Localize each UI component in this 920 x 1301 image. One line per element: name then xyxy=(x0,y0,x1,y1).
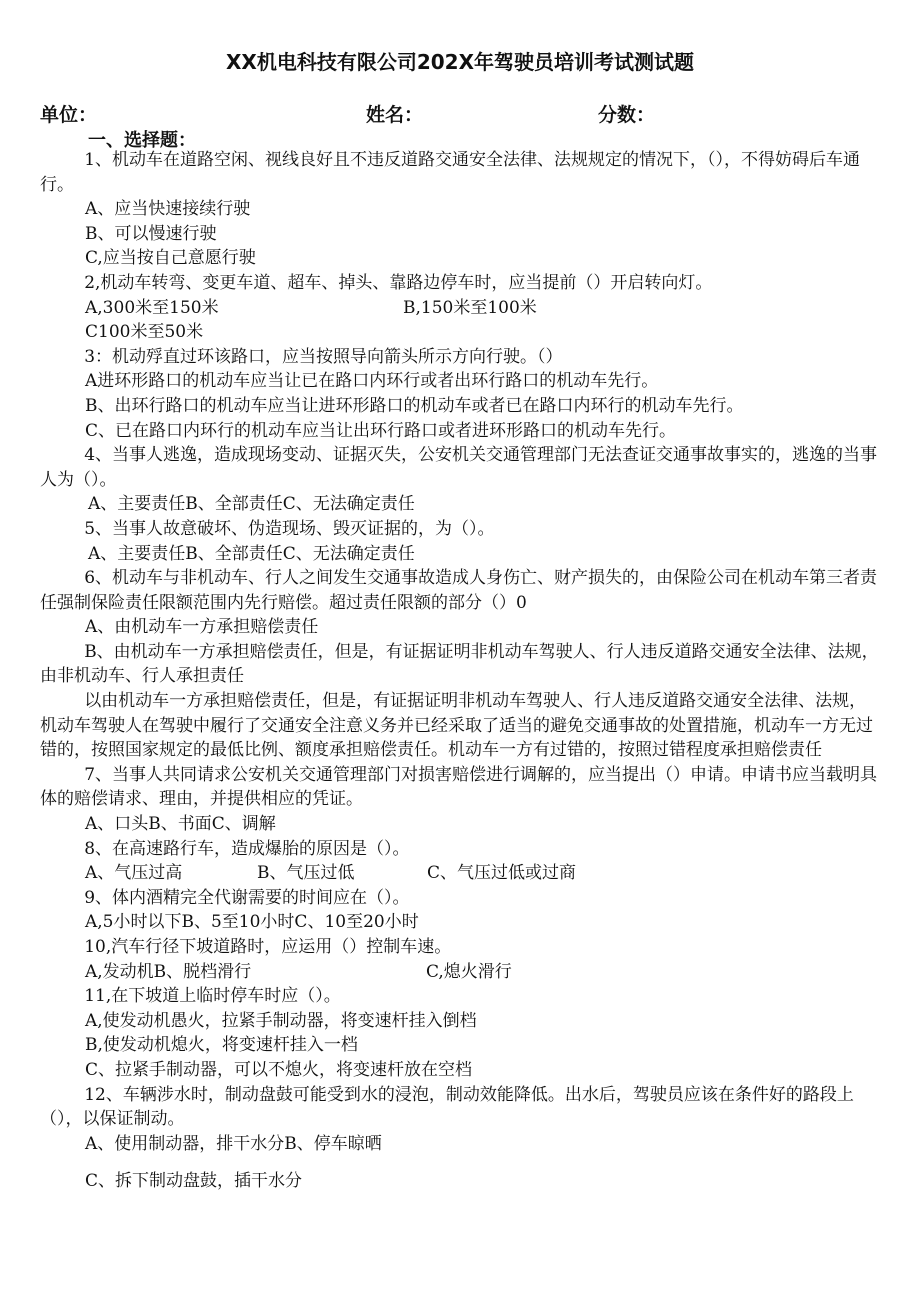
q9-options: A,5小时以下B、5至10小时C、10至20小时 xyxy=(85,912,419,933)
q2-option-a: A,300米至150米 xyxy=(85,297,219,318)
q1-option-a: A、应当快速接续行驶 xyxy=(85,199,251,220)
q11-option-b: B,使发动机熄火，将变速杆挂入一档 xyxy=(85,1035,358,1056)
q7-options: A、口头B、书面C、调解 xyxy=(85,814,276,835)
question-9: 9、体内酒精完全代谢需要的时间应在（）。 xyxy=(84,887,410,908)
q12-option-ab: A、使用制动器，排干水分B、停车晾晒 xyxy=(85,1133,382,1154)
question-12: 12、车辆涉水时，制动盘鼓可能受到水的浸泡，制动效能降低。出水后，驾驶员应该在条件好的路段上（），以保证制动。 xyxy=(40,1084,854,1130)
q8-option-c: C、气压过低或过商 xyxy=(427,863,577,884)
question-list xyxy=(40,148,880,1194)
q10-option-ab: A,发动机B、脱档滑行 xyxy=(85,961,252,982)
question-8: 8、在高速路行车，造成爆胎的原因是（）。 xyxy=(84,838,410,859)
q11-option-c: C、拉紧手制动器，可以不熄火，将变速杆放在空档 xyxy=(85,1059,473,1080)
q4-options: A、主要责任B、全部责任C、无法确定责任 xyxy=(88,494,415,515)
q5-options: A、主要责任B、全部责任C、无法确定责任 xyxy=(88,543,415,564)
q2-option-c: C100米至50米 xyxy=(85,322,204,343)
question-4: 4、当事人逃逸，造成现场变动、证据灭失，公安机关交通管理部门无法查证交通事故事实的，逃逸的当事人为（）。 xyxy=(40,445,878,490)
question-2: 2,机动车转弯、变更车道、超车、掉头、靠路边停车时，应当提前（）开启转向灯。 xyxy=(84,272,713,293)
q2-options-row xyxy=(40,296,880,321)
question-11: 11,在下坡道上临时停车时应（）。 xyxy=(84,986,341,1007)
q3-option-a: A进环形路口的机动车应当让已在路口内环行或者出环行路口的机动车先行。 xyxy=(85,371,659,392)
question-6: 6、机动车与非机动车、行人之间发生交通事故造成人身伤亡、财产损失的，由保险公司在机动车第三者责任强制保险责任限额范围内先行赔偿。超过责任限额的部分（）0 xyxy=(40,568,878,613)
q6-option-a: A、由机动车一方承担赔偿责任 xyxy=(85,617,319,638)
question-3: 3：机动殍直过环该路口，应当按照导向箭头所示方向行驶。（） xyxy=(84,346,563,367)
q6-option-c: 以由机动车一方承担赔偿责任，但是，有证据证明非机动车驾驶人、行人违反道路交通安全法律、法规，机动车驾驶人在驾驶中履行了交通安全注意义务并已经采取了适当的避免交通事故的处置措施，机动车一方无过错的，按照国家规定的最低比例、额度承担赔偿责任。机动车一方有过错的，按照过错程度承担赔偿责任 xyxy=(40,691,873,761)
q1-option-b: B、可以慢速行驶 xyxy=(85,223,217,244)
section-title: 一、选择题： xyxy=(88,130,196,151)
q1-option-c: C,应当按自己意愿行驶 xyxy=(85,248,256,269)
q3-option-c: C、已在路口内环行的机动车应当让出环行路口或者进环形路口的机动车先行。 xyxy=(85,420,677,441)
question-10: 10,汽车行径下坡道路时，应运用（）控制车速。 xyxy=(84,937,452,957)
q11-option-a: A,使发动机愚火，拉紧手制动器，将变速杆挂入倒档 xyxy=(85,1010,477,1031)
name-label: 姓名： xyxy=(366,104,424,126)
q2-option-b: B,150米至100米 xyxy=(403,297,537,318)
q8-option-a: A、气压过高 xyxy=(85,863,183,884)
question-5: 5、当事人故意破坏、伪造现场、毁灭证据的，为（）。 xyxy=(84,518,495,539)
score-label: 分数： xyxy=(598,104,656,126)
q10-options-row xyxy=(40,960,880,985)
question-7: 7、当事人共同请求公安机关交通管理部门对损害赔偿进行调解的，应当提出（）申请。申请书应当载明具体的赔偿请求、理由，并提供相应的凭证。 xyxy=(40,764,878,810)
document-title: XX机电科技有限公司202X年驾驶员培训考试测试题 xyxy=(225,50,694,74)
q3-option-b: B、出环行路口的机动车应当让进环形路口的机动车或者已在路口内环行的机动车先行。 xyxy=(85,395,744,416)
question-1: 1、机动车在道路空闲、视线良好且不违反道路交通安全法律、法规规定的情况下，（），不得妨碍后车通行。 xyxy=(40,150,861,195)
q6-option-b: B、由机动车一方承担赔偿责任，但是，有证据证明非机动车驾驶人、行人违反道路交通安全法律、法规，由非机动车、行人承担责任 xyxy=(40,641,879,687)
unit-label: 单位： xyxy=(40,104,98,126)
q8-options-row xyxy=(40,861,880,886)
q12-option-c: C、拆下制动盘鼓，插干水分 xyxy=(85,1171,303,1192)
q10-option-c: C,熄火滑行 xyxy=(426,961,512,982)
q8-option-b: B、气压过低 xyxy=(257,863,355,884)
